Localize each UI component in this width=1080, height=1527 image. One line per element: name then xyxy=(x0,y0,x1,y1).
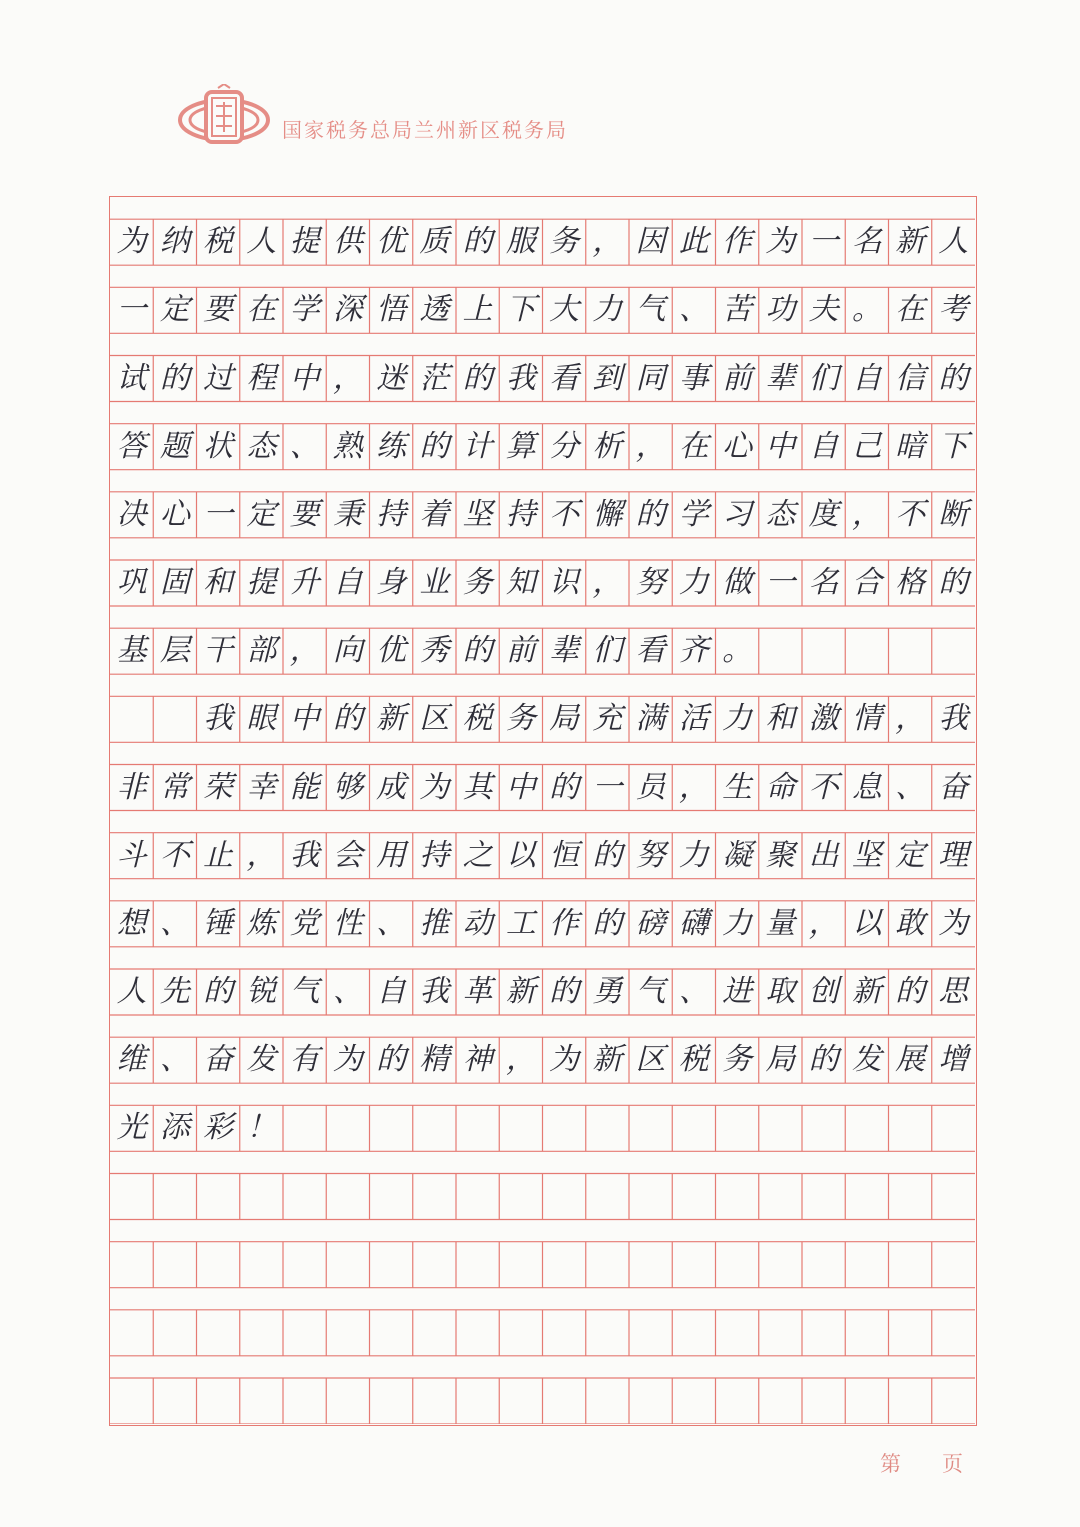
manuscript-char xyxy=(110,696,153,742)
manuscript-char: 务 xyxy=(549,224,580,260)
manuscript-char: 一 xyxy=(116,292,147,328)
manuscript-char: 干 xyxy=(203,633,234,669)
manuscript-char: 苦 xyxy=(722,292,753,328)
manuscript-char: 算 xyxy=(505,428,536,464)
manuscript-char: 为 xyxy=(938,905,969,941)
manuscript-grid xyxy=(109,196,977,1426)
manuscript-char: 。 xyxy=(722,633,753,669)
manuscript-char: ， xyxy=(678,769,709,805)
manuscript-char: 考 xyxy=(938,292,969,328)
manuscript-text xyxy=(110,197,975,1424)
manuscript-char: 在 xyxy=(246,292,277,328)
manuscript-char: ！ xyxy=(246,1110,277,1146)
manuscript-char: 新 xyxy=(505,974,536,1009)
manuscript-char: 努 xyxy=(635,565,666,600)
manuscript-char: 持 xyxy=(419,837,450,873)
manuscript-char: 磅 xyxy=(635,905,666,941)
manuscript-char: 齐 xyxy=(678,633,709,669)
manuscript-char: 持 xyxy=(376,496,407,532)
manuscript-char: 、 xyxy=(159,905,190,941)
manuscript-char: 固 xyxy=(159,565,190,600)
manuscript-char: 务 xyxy=(722,1042,753,1078)
manuscript-char: 学 xyxy=(678,496,709,532)
manuscript-char: 炼 xyxy=(246,905,277,941)
manuscript-char: 气 xyxy=(635,974,666,1009)
manuscript-char: 有 xyxy=(289,1042,320,1078)
manuscript-char: 的 xyxy=(549,769,580,805)
manuscript-row xyxy=(110,1310,975,1356)
manuscript-char: 度 xyxy=(808,496,839,532)
manuscript-char: 创 xyxy=(808,974,839,1009)
manuscript-char: 夫 xyxy=(808,292,839,328)
manuscript-char: 不 xyxy=(808,769,839,805)
tax-bureau-emblem-icon xyxy=(178,84,270,150)
page-label-di: 第 xyxy=(880,1452,901,1476)
manuscript-row xyxy=(110,1242,975,1288)
manuscript-char: 精 xyxy=(419,1042,450,1078)
manuscript-char: 非 xyxy=(116,769,147,805)
manuscript-char: 前 xyxy=(505,633,536,669)
manuscript-char: 革 xyxy=(462,974,493,1009)
manuscript-char: 、 xyxy=(678,292,709,328)
manuscript-char: 不 xyxy=(895,496,926,532)
manuscript-char: 合 xyxy=(851,565,882,600)
manuscript-char: 够 xyxy=(332,769,363,805)
manuscript-char: 量 xyxy=(765,905,796,941)
manuscript-char: 为 xyxy=(765,224,796,260)
manuscript-char: 析 xyxy=(592,428,623,464)
manuscript-char: 一 xyxy=(765,565,796,600)
manuscript-char: 持 xyxy=(505,496,536,532)
manuscript-char: 力 xyxy=(722,701,753,737)
manuscript-char: 升 xyxy=(289,565,320,600)
manuscript-char: ， xyxy=(289,633,320,669)
manuscript-char: 的 xyxy=(592,905,623,941)
manuscript-char: 定 xyxy=(246,496,277,532)
manuscript-char: 以 xyxy=(505,837,536,873)
manuscript-char: 的 xyxy=(938,565,969,600)
manuscript-char: 名 xyxy=(851,224,882,260)
manuscript-char: 发 xyxy=(851,1042,882,1078)
manuscript-row xyxy=(110,1378,975,1424)
manuscript-char: 知 xyxy=(505,565,536,600)
manuscript-char: 勇 xyxy=(592,974,623,1009)
manuscript-char: 光 xyxy=(116,1110,147,1146)
manuscript-char: 想 xyxy=(116,905,147,941)
manuscript-char: ， xyxy=(808,905,839,941)
manuscript-char: 维 xyxy=(116,1042,147,1078)
manuscript-char: 的 xyxy=(376,1042,407,1078)
manuscript-char: 一 xyxy=(203,496,234,532)
manuscript-char: 的 xyxy=(549,974,580,1009)
manuscript-char: 用 xyxy=(376,837,407,873)
manuscript-char: 生 xyxy=(722,769,753,805)
manuscript-char: 业 xyxy=(419,565,450,600)
letterhead xyxy=(178,84,698,166)
manuscript-char: 自 xyxy=(376,974,407,1009)
manuscript-char: 要 xyxy=(203,292,234,328)
manuscript-char: 秉 xyxy=(332,496,363,532)
manuscript-char: 礴 xyxy=(678,905,709,941)
manuscript-char: 气 xyxy=(635,292,666,328)
manuscript-char: 增 xyxy=(938,1042,969,1078)
manuscript-char: 以 xyxy=(851,905,882,941)
manuscript-char: 局 xyxy=(765,1042,796,1078)
manuscript-char: 学 xyxy=(289,292,320,328)
manuscript-char: 我 xyxy=(938,701,969,737)
manuscript-char: 熟 xyxy=(332,428,363,464)
manuscript-char: 的 xyxy=(419,428,450,464)
manuscript-char: 中 xyxy=(765,428,796,464)
manuscript-char: 人 xyxy=(116,974,147,1009)
manuscript-char: 做 xyxy=(722,565,753,600)
manuscript-char: 、 xyxy=(289,428,320,464)
manuscript-char: 其 xyxy=(462,769,493,805)
manuscript-char: 态 xyxy=(765,496,796,532)
manuscript-char: 锐 xyxy=(246,974,277,1009)
manuscript-char: 党 xyxy=(289,905,320,941)
manuscript-char: 幸 xyxy=(246,769,277,805)
manuscript-char: 供 xyxy=(332,224,363,260)
manuscript-char: 奋 xyxy=(203,1042,234,1078)
manuscript-char: 优 xyxy=(376,633,407,669)
manuscript-char: 区 xyxy=(419,701,450,737)
manuscript-char: 作 xyxy=(722,224,753,260)
manuscript-char: 奋 xyxy=(938,769,969,805)
manuscript-char: 答 xyxy=(116,428,147,464)
manuscript-char: 纳 xyxy=(159,224,190,260)
manuscript-char: 的 xyxy=(462,360,493,396)
manuscript-char: 决 xyxy=(116,496,147,532)
manuscript-char: 己 xyxy=(851,428,882,464)
manuscript-char: 深 xyxy=(332,292,363,328)
manuscript-char: 的 xyxy=(895,974,926,1009)
manuscript-char: 力 xyxy=(678,837,709,873)
manuscript-char: ， xyxy=(332,360,363,396)
manuscript-char: 提 xyxy=(246,565,277,600)
manuscript-char: 因 xyxy=(635,224,666,260)
manuscript-char: 在 xyxy=(895,292,926,328)
manuscript-char: 发 xyxy=(246,1042,277,1078)
manuscript-char: 恒 xyxy=(549,837,580,873)
manuscript-char: 提 xyxy=(289,224,320,260)
manuscript-char: ， xyxy=(895,701,926,737)
manuscript-char: 止 xyxy=(203,837,234,873)
manuscript-char: 服 xyxy=(505,224,536,260)
manuscript-char: ， xyxy=(505,1042,536,1078)
manuscript-char: 断 xyxy=(938,496,969,532)
manuscript-char: ， xyxy=(592,224,623,260)
manuscript-char: 定 xyxy=(159,292,190,328)
manuscript-char: 先 xyxy=(159,974,190,1009)
manuscript-char: 为 xyxy=(116,224,147,260)
manuscript-char: 满 xyxy=(635,701,666,737)
manuscript-char: 税 xyxy=(678,1042,709,1078)
manuscript-char: 的 xyxy=(808,1042,839,1078)
manuscript-char: 下 xyxy=(505,292,536,328)
manuscript-char: 基 xyxy=(116,633,147,669)
manuscript-char: 们 xyxy=(808,360,839,396)
manuscript-char: 坚 xyxy=(851,837,882,873)
manuscript-char: ， xyxy=(592,565,623,600)
manuscript-char: 激 xyxy=(808,701,839,737)
manuscript-char: 上 xyxy=(462,292,493,328)
manuscript-char: 识 xyxy=(549,565,580,600)
manuscript-char: 出 xyxy=(808,837,839,873)
manuscript-char: 情 xyxy=(851,701,882,737)
manuscript-char: 展 xyxy=(895,1042,926,1078)
manuscript-char: 事 xyxy=(678,360,709,396)
manuscript-char: 部 xyxy=(246,633,277,669)
manuscript-char: 、 xyxy=(332,974,363,1009)
manuscript-char: 税 xyxy=(203,224,234,260)
manuscript-char: 我 xyxy=(203,701,234,737)
manuscript-char: 看 xyxy=(635,633,666,669)
manuscript-char: 过 xyxy=(203,360,234,396)
manuscript-char: 思 xyxy=(938,974,969,1009)
manuscript-char: 辈 xyxy=(549,633,580,669)
manuscript-char: 的 xyxy=(938,360,969,396)
manuscript-char: 质 xyxy=(419,224,450,260)
manuscript-char: 、 xyxy=(895,769,926,805)
manuscript-char: 自 xyxy=(332,565,363,600)
manuscript-char: 力 xyxy=(722,905,753,941)
manuscript-char: 习 xyxy=(722,496,753,532)
manuscript-char: 人 xyxy=(938,224,969,260)
manuscript-char: 着 xyxy=(419,496,450,532)
manuscript-char: 态 xyxy=(246,428,277,464)
manuscript-char: 名 xyxy=(808,565,839,600)
manuscript-char: 看 xyxy=(549,360,580,396)
manuscript-char: 巩 xyxy=(116,565,147,600)
manuscript-char: 信 xyxy=(895,360,926,396)
manuscript-char: 格 xyxy=(895,565,926,600)
manuscript-char: 的 xyxy=(159,360,190,396)
manuscript-char: 此 xyxy=(678,224,709,260)
org-name: 国家税务总局兰州新区税务局 xyxy=(282,118,568,142)
manuscript-char: 常 xyxy=(159,769,190,805)
manuscript-char: 中 xyxy=(505,769,536,805)
manuscript-char: 悟 xyxy=(376,292,407,328)
manuscript-char: 我 xyxy=(289,837,320,873)
manuscript-char: 神 xyxy=(462,1042,493,1078)
manuscript-char: 的 xyxy=(635,496,666,532)
manuscript-char: 区 xyxy=(635,1042,666,1078)
manuscript-char: 自 xyxy=(851,360,882,396)
manuscript-char: 前 xyxy=(722,360,753,396)
manuscript-char: 的 xyxy=(592,837,623,873)
manuscript-char: 性 xyxy=(332,905,363,941)
manuscript-char: 锤 xyxy=(203,905,234,941)
manuscript-char: 迷 xyxy=(376,360,407,396)
manuscript-char: 荣 xyxy=(203,769,234,805)
manuscript-char: 不 xyxy=(159,837,190,873)
manuscript-char: 能 xyxy=(289,769,320,805)
manuscript-char: 聚 xyxy=(765,837,796,873)
manuscript-char: 到 xyxy=(592,360,623,396)
manuscript-char: 中 xyxy=(289,701,320,737)
manuscript-char: 新 xyxy=(851,974,882,1009)
manuscript-char: 不 xyxy=(549,496,580,532)
page-label-ye: 页 xyxy=(942,1452,963,1476)
manuscript-char: ， xyxy=(635,428,666,464)
manuscript-char: 中 xyxy=(289,360,320,396)
manuscript-char: 向 xyxy=(332,633,363,669)
manuscript-char: 动 xyxy=(462,905,493,941)
manuscript-char: 务 xyxy=(462,565,493,600)
manuscript-char: 、 xyxy=(376,905,407,941)
manuscript-char: 优 xyxy=(376,224,407,260)
manuscript-char: 状 xyxy=(203,428,234,464)
manuscript-char: 的 xyxy=(462,224,493,260)
manuscript-char: 努 xyxy=(635,837,666,873)
manuscript-char: 的 xyxy=(203,974,234,1009)
manuscript-char: 程 xyxy=(246,360,277,396)
manuscript-char: 懈 xyxy=(592,496,623,532)
manuscript-char: 局 xyxy=(549,701,580,737)
manuscript-char: 心 xyxy=(159,496,190,532)
manuscript-char: 分 xyxy=(549,428,580,464)
manuscript-char: 力 xyxy=(592,292,623,328)
manuscript-char: 新 xyxy=(376,701,407,737)
manuscript-char: 斗 xyxy=(116,837,147,873)
manuscript-char: 透 xyxy=(419,292,450,328)
manuscript-row xyxy=(110,1174,975,1220)
manuscript-char: ， xyxy=(851,496,882,532)
manuscript-char: 命 xyxy=(765,769,796,805)
manuscript-char: 们 xyxy=(592,633,623,669)
manuscript-char: 作 xyxy=(549,905,580,941)
manuscript-char: 之 xyxy=(462,837,493,873)
manuscript-char: 为 xyxy=(419,769,450,805)
manuscript-char: 定 xyxy=(895,837,926,873)
manuscript-char: 在 xyxy=(678,428,709,464)
manuscript-char: 自 xyxy=(808,428,839,464)
manuscript-char: 下 xyxy=(938,428,969,464)
manuscript-char: 秀 xyxy=(419,633,450,669)
manuscript-char: 和 xyxy=(765,701,796,737)
manuscript-char: 练 xyxy=(376,428,407,464)
manuscript-char: 员 xyxy=(635,769,666,805)
manuscript-char: 会 xyxy=(332,837,363,873)
manuscript-char: 人 xyxy=(246,224,277,260)
manuscript-char: 推 xyxy=(419,905,450,941)
manuscript-char: ， xyxy=(246,837,277,873)
manuscript-char: 、 xyxy=(159,1042,190,1078)
manuscript-char: 工 xyxy=(505,905,536,941)
manuscript-char: 新 xyxy=(895,224,926,260)
manuscript-char: 要 xyxy=(289,496,320,532)
manuscript-char: 凝 xyxy=(722,837,753,873)
manuscript-char: 计 xyxy=(462,428,493,464)
manuscript-char xyxy=(153,696,196,742)
manuscript-char: 我 xyxy=(505,360,536,396)
manuscript-char: 层 xyxy=(159,633,190,669)
manuscript-char: 气 xyxy=(289,974,320,1009)
manuscript-char: 、 xyxy=(678,974,709,1009)
manuscript-char: 力 xyxy=(678,565,709,600)
manuscript-char: 试 xyxy=(116,360,147,396)
manuscript-char: 敢 xyxy=(895,905,926,941)
manuscript-char: 茫 xyxy=(419,360,450,396)
manuscript-char: 成 xyxy=(376,769,407,805)
manuscript-char: 我 xyxy=(419,974,450,1009)
manuscript-char: 的 xyxy=(332,701,363,737)
manuscript-char: 心 xyxy=(722,428,753,464)
manuscript-char: 和 xyxy=(203,565,234,600)
manuscript-char: 进 xyxy=(722,974,753,1009)
manuscript-char: 新 xyxy=(592,1042,623,1078)
manuscript-char: 题 xyxy=(159,428,190,464)
manuscript-char: 一 xyxy=(592,769,623,805)
manuscript-char: 同 xyxy=(635,360,666,396)
manuscript-char: 的 xyxy=(462,633,493,669)
manuscript-char: 功 xyxy=(765,292,796,328)
manuscript-char: 一 xyxy=(808,224,839,260)
manuscript-char: 添 xyxy=(159,1110,190,1146)
manuscript-char: 息 xyxy=(851,769,882,805)
manuscript-char: 眼 xyxy=(246,701,277,737)
manuscript-char: 务 xyxy=(505,701,536,737)
manuscript-char: 辈 xyxy=(765,360,796,396)
manuscript-char: 为 xyxy=(549,1042,580,1078)
manuscript-char: 坚 xyxy=(462,496,493,532)
manuscript-char: 理 xyxy=(938,837,969,873)
manuscript-char: 税 xyxy=(462,701,493,737)
manuscript-char: 活 xyxy=(678,701,709,737)
manuscript-char: 身 xyxy=(376,565,407,600)
manuscript-char: 充 xyxy=(592,701,623,737)
manuscript-char: 。 xyxy=(851,292,882,328)
manuscript-char: 取 xyxy=(765,974,796,1009)
manuscript-char: 为 xyxy=(332,1042,363,1078)
manuscript-char: 彩 xyxy=(203,1110,234,1146)
manuscript-char: 大 xyxy=(549,292,580,328)
manuscript-char: 暗 xyxy=(895,428,926,464)
